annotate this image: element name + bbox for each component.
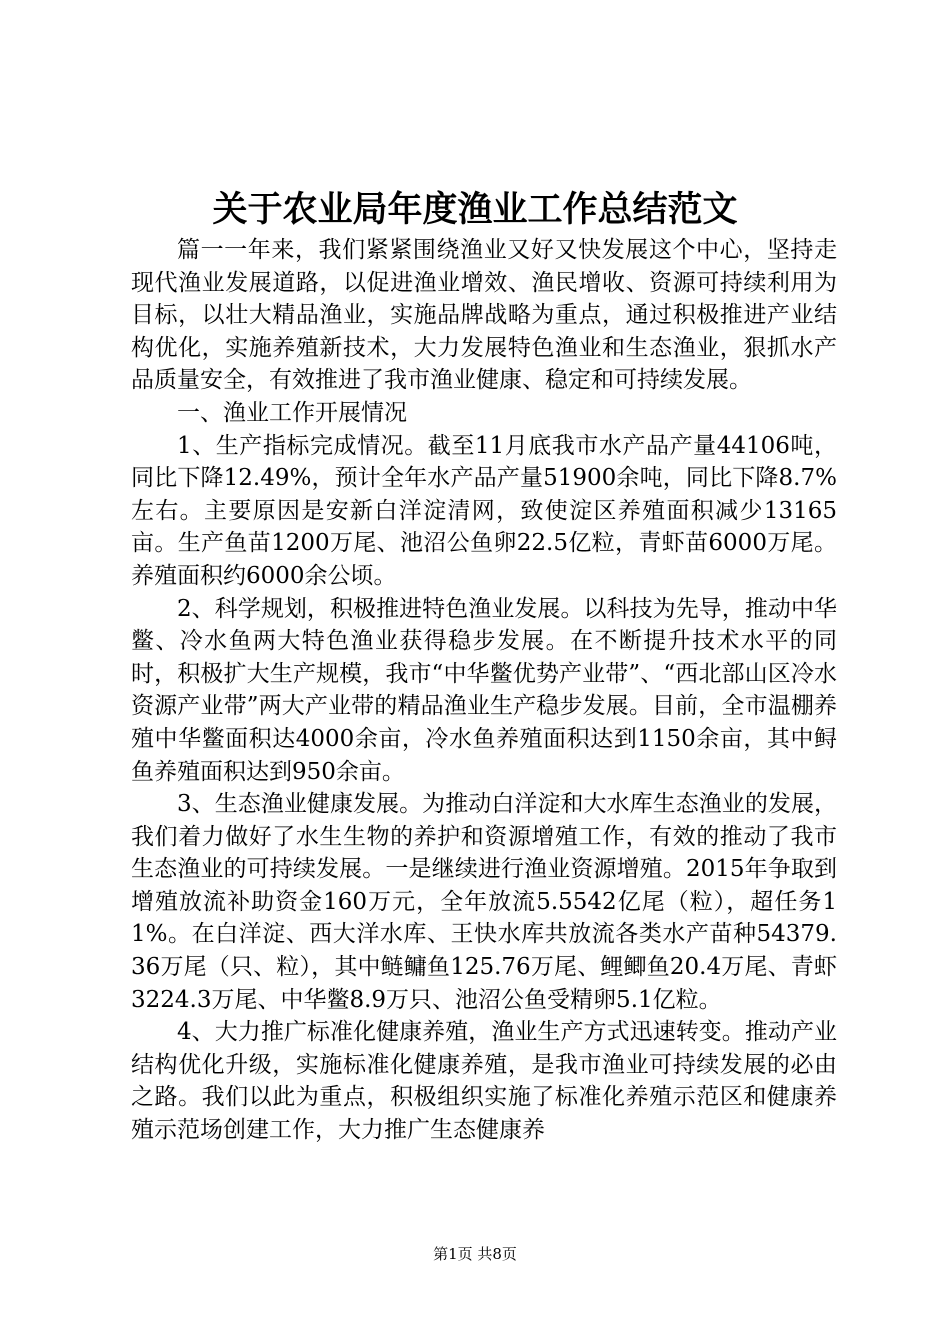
paragraph-special-fishery: 2、科学规划，积极推进特色渔业发展。以科技为先导，推动中华鳖、冷水鱼两大特色渔业获得稳步发展。在不断提升技术水平的同时，积极扩大生产规模，我市“中华鳖优势产业带”、“西北部山区冷水资源产业带”两大产业带的精品渔业生产稳步发展。目前，全市温棚养殖中华鳖面积达4000余亩，冷水鱼养殖面积达到1150余亩，其中鲟鱼养殖面积达到950余亩。 — [131, 595, 837, 785]
page-footer: 第1页 共8页 — [433, 1245, 517, 1263]
section-heading: 一、渔业工作开展情况 — [177, 399, 407, 426]
document-body — [131, 234, 837, 1147]
document-title: 关于农业局年度渔业工作总结范文 — [212, 189, 738, 230]
paragraph-intro: 篇一一年来，我们紧紧围绕渔业又好又快发展这个中心，坚持走现代渔业发展道路，以促进渔业增效、渔民增收、资源可持续利用为目标，以壮大精品渔业，实施品牌战略为重点，通过积极推进产业结构优化，实施养殖新技术，大力发展特色渔业和生态渔业，狠抓水产品质量安全，有效推进了我市渔业健康、稳定和可持续发展。 — [131, 237, 837, 394]
paragraph-ecological-fishery: 3、生态渔业健康发展。为推动白洋淀和大水库生态渔业的发展，我们着力做好了水生生物的养护和资源增殖工作，有效的推动了我市生态渔业的可持续发展。一是继续进行渔业资源增殖。2015年争取到增殖放流补助资金160万元，全年放流5.5542亿尾（粒），超任务11%。在白洋淀、西大洋水库、王快水库共放流各类水产苗种54379.36万尾（只、粒），其中鲢鳙鱼125.76万尾、鲤鲫鱼20.4万尾、青虾3224.3万尾、中华鳖8.9万只、池沼公鱼受精卵5.1亿粒。 — [131, 791, 837, 1013]
paragraph-standardized-aquaculture: 4、大力推广标准化健康养殖，渔业生产方式迅速转变。推动产业结构优化升级，实施标准化健康养殖，是我市渔业可持续发展的必由之路。我们以此为重点，积极组织实施了标准化养殖示范区和健康养殖示范场创建工作，大力推广生态健康养 — [131, 1019, 837, 1144]
paragraph-production: 1、生产指标完成情况。截至11月底我市水产品产量44106吨，同比下降12.49%，预计全年水产品产量51900余吨，同比下降8.7%左右。主要原因是安新白洋淀清网，致使淀区养殖面积减少13165亩。生产鱼苗1200万尾、池沼公鱼卵22.5亿粒，青虾苗6000万尾。养殖面积约6000余公顷。 — [131, 432, 837, 589]
